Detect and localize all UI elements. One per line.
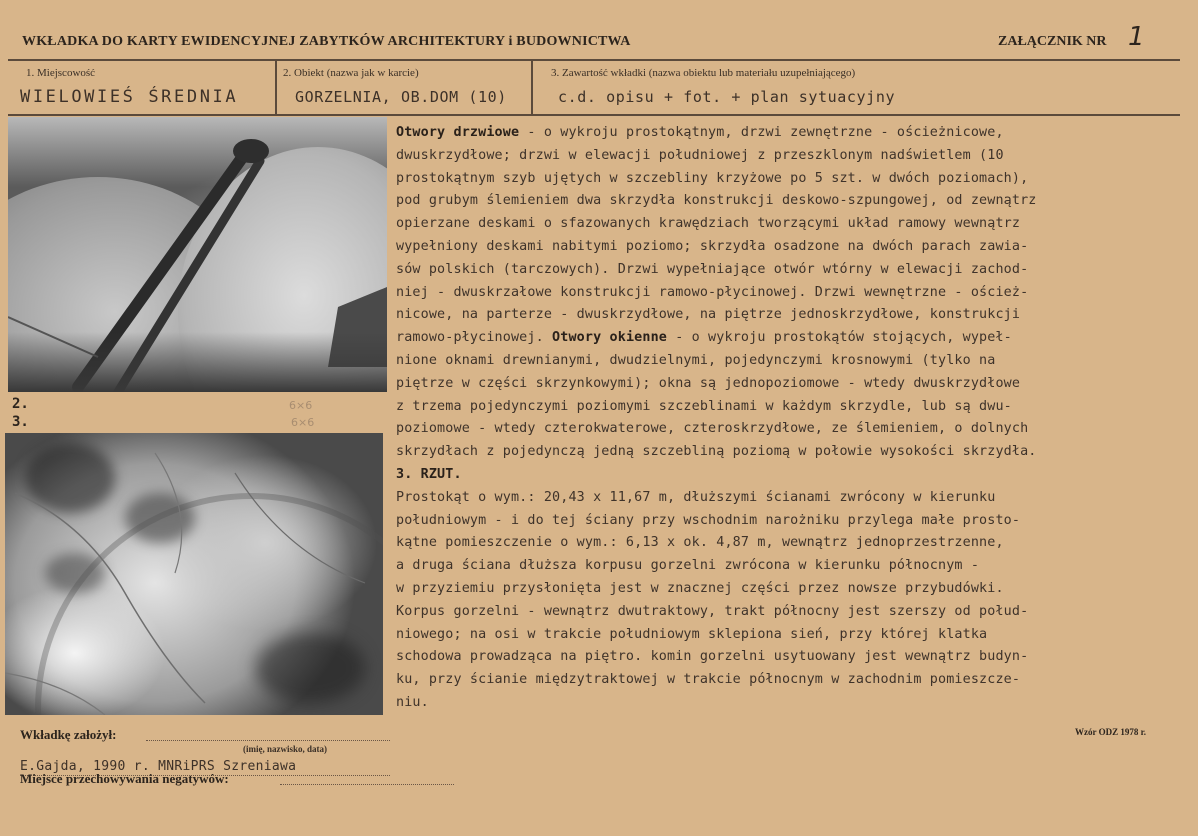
photo2-pencil-note: 6×6 bbox=[291, 416, 315, 429]
description-line: skrzydłach z pojedynczą jedną szczebliną poziomą w połowie wysokości skrzydła. bbox=[396, 444, 1037, 460]
description-line: prostokątnym szyb ujętych w szczebliny krzyżowe po 5 szt. w dwóch poziomach), bbox=[396, 170, 1029, 186]
place-label: 1. Miejscowość bbox=[26, 67, 96, 79]
created-hint: (imię, nazwisko, data) bbox=[243, 744, 327, 754]
contents-value: c.d. opisu + fot. + plan sytuacyjny bbox=[558, 88, 896, 106]
description-line: dwuskrzydłowe; drzwi w elewacji południowej z przeszklonym nadświetlem (10 bbox=[396, 147, 1004, 163]
object-value: GORZELNIA, OB.DOM (10) bbox=[295, 88, 507, 106]
attachment-label: ZAŁĄCZNIK NR bbox=[998, 34, 1107, 49]
created-value: E.Gajda, 1990 r. MNRiPRS Szreniawa bbox=[20, 759, 297, 774]
negatives-dotted-line bbox=[280, 783, 454, 785]
description-line: opierzane deskami o sfazowanych krawędziach tworzącymi układ ramowy wewnątrz bbox=[396, 216, 1021, 232]
photo1-pencil-note: 6×6 bbox=[289, 399, 313, 412]
photo1-number: 2. bbox=[12, 396, 29, 412]
created-label: Wkładkę założył: bbox=[20, 727, 117, 742]
photo-vault-ceiling bbox=[8, 117, 387, 392]
description-line: sów polskich (tarczowych). Drzwi wypełniające otwór wtórny w elewacji zachod- bbox=[396, 261, 1029, 277]
description-line: wypełniony deskami nabitymi poziomo; skrzydła osadzone na dwóch parach zawia- bbox=[396, 238, 1029, 254]
description-line: z trzema pojedynczymi poziomymi szczeblinami w każdym skrzydle, lub są dwu- bbox=[396, 398, 1012, 414]
description-line: a druga ściana dłuższa korpusu gorzelni zwrócona w kierunku północnym - bbox=[396, 558, 980, 574]
description-line: pod grubym ślemieniem dwa skrzydła konstrukcji deskowo-szpungowej, od zewnątrz bbox=[396, 193, 1037, 209]
description-line: piętrze w części skrzynkowymi); okna są jednopoziomowe - wtedy dwuskrzydłowe bbox=[396, 375, 1021, 391]
negatives-label: Miejsce przechowywania negatywów: bbox=[20, 771, 229, 786]
header-rule-top bbox=[8, 59, 1180, 61]
photo-plaster-detail bbox=[5, 433, 383, 715]
description-line: ramowo-płycinowej. Otwory okienne - o wykroju prostokątów stojących, wypeł- bbox=[396, 330, 1012, 346]
created-dotted-line bbox=[146, 739, 390, 741]
field-divider-1 bbox=[275, 61, 277, 114]
description-line: 3. RZUT. bbox=[396, 466, 462, 482]
field-divider-2 bbox=[531, 61, 533, 114]
description-line: ku, przy ścianie międzytraktowej w trakcie północnym w zachodnim pomieszcze- bbox=[396, 672, 1021, 688]
description-line: Otwory drzwiowe - o wykroju prostokątnym, drzwi zewnętrzne - ościeżnicowe, bbox=[396, 125, 1004, 140]
description-line: niowego; na osi w trakcie południowym sklepiona sień, przy której klatka bbox=[396, 626, 988, 642]
photo2-number: 3. bbox=[12, 414, 29, 430]
description-line: Korpus gorzelni - wewnątrz dwutraktowy, trakt północny jest szerszy od połud- bbox=[396, 603, 1029, 619]
description-line: niu. bbox=[396, 694, 429, 710]
description-line: Prostokąt o wym.: 20,43 x 11,67 m, dłuższymi ścianami zwrócony w kierunku bbox=[396, 489, 996, 505]
header-rule-bottom bbox=[8, 114, 1180, 116]
contents-label: 3. Zawartość wkładki (nazwa obiektu lub materiału uzupełniającego) bbox=[551, 67, 856, 79]
form-identifier: Wzór ODZ 1978 r. bbox=[1075, 727, 1146, 737]
object-label: 2. Obiekt (nazwa jak w karcie) bbox=[283, 67, 419, 79]
description-line: poziomowe - wtedy czterokwaterowe, czteroskrzydłowe, ze ślemieniem, o dolnych bbox=[396, 421, 1029, 437]
description-line: kątne pomieszczenie o wym.: 6,13 x ok. 4,87 m, wewnątrz jednoprzestrzenne, bbox=[396, 535, 1004, 551]
description-line: w przyziemiu przysłonięta jest w znacznej części przez nowsze przybudówki. bbox=[396, 580, 1004, 596]
description-line: niej - dwuskrzałowe konstrukcji ramowo-płycinowej. Drzwi wewnętrzne - oścież- bbox=[396, 284, 1029, 300]
card-title: WKŁADKA DO KARTY EWIDENCYJNEJ ZABYTKÓW ARCHITEKTURY i BUDOWNICTWA bbox=[22, 34, 631, 49]
attachment-number: 1 bbox=[1128, 22, 1145, 52]
description-line: nicowe, na parterze - dwuskrzydłowe, na piętrze jednoskrzydłowe, konstrukcji bbox=[396, 307, 1021, 323]
description-line: nione oknami drewnianymi, dwudzielnymi, pojedynczymi krosnowymi (tylko na bbox=[396, 352, 996, 368]
description-line: południowym - i do tej ściany przy wschodnim narożniku przylega małe prosto- bbox=[396, 512, 1021, 528]
description-text bbox=[396, 122, 1178, 715]
description-line: schodowa prowadząca na piętro. komin gorzelni usytuowany jest wewnątrz budyn- bbox=[396, 649, 1029, 665]
place-value: WIELOWIEŚ ŚREDNIA bbox=[20, 87, 239, 107]
